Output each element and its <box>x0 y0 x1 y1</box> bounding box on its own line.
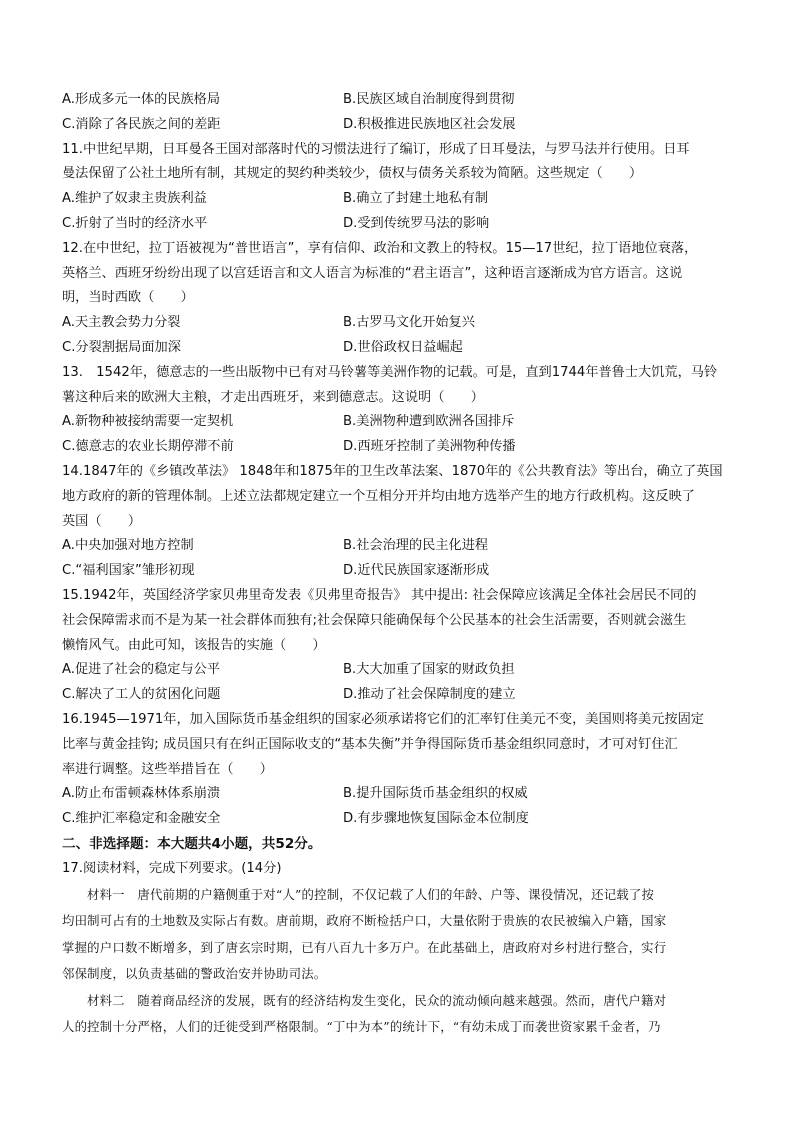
q13-stem-line-1: 13. 1542年，德意志的一些出版物中已有对马铃薯等美洲作物的记载。可是，直到1744年普鲁士大饥荒，马铃 <box>62 364 718 380</box>
q15-options-row-2 <box>62 683 742 708</box>
q10-options-row-1 <box>62 88 742 113</box>
q14-options-row-2 <box>62 559 742 584</box>
q15-options-row-1 <box>62 658 742 683</box>
q14-options-row-1 <box>62 534 742 559</box>
q11-option-a[interactable]: A.维护了奴隶主贵族利益 <box>62 191 207 207</box>
q12-stem-line-2: 英格兰、西班牙纷纷出现了以宫廷语言和文人语言为标准的“君主语言”，这种语言逐渐成为官方语言。这说 <box>62 265 683 281</box>
q10-option-d[interactable]: D.积极推进民族地区社会发展 <box>343 116 516 132</box>
q12-option-b[interactable]: B.古罗马文化开始复兴 <box>343 315 475 331</box>
q12-option-c[interactable]: C.分裂割据局面加深 <box>62 339 181 355</box>
q10-option-c[interactable]: C.消除了各民族之间的差距 <box>62 116 221 132</box>
q15-stem-line-3: 懒惰风气。由此可知，该报告的实施（ ） <box>62 637 326 653</box>
q11-stem-line-1: 11.中世纪早期，日耳曼各王国对部落时代的习惯法进行了编订，形成了日耳曼法，与罗马法并行使用。日耳 <box>62 141 690 157</box>
q12-stem-line-1: 12.在中世纪，拉丁语被视为“普世语言”，享有信仰、政治和文教上的特权。15—17世纪，拉丁语地位衰落， <box>62 240 698 256</box>
q14-stem-line-2: 地方政府的新的管理体制。上述立法都规定建立一个互相分开并均由地方选举产生的地方行政机构。这反映了 <box>62 488 695 504</box>
q12-option-a[interactable]: A.天主教会势力分裂 <box>62 315 181 331</box>
q16-stem-line-3: 率进行调整。这些举措旨在（ ） <box>62 761 273 777</box>
q15-stem-line-2: 社会保障需求而不是为某一社会群体而独有;社会保障只能确保每个公民基本的社会生活需要，否则就会滋生 <box>62 612 687 628</box>
exam-page <box>62 88 742 1041</box>
q12-options-row-1 <box>62 311 742 336</box>
section-two-heading: 二、非选择题：本大题共4小题，共52分。 <box>62 835 322 852</box>
q16-option-c[interactable]: C.维护汇率稳定和金融安全 <box>62 811 221 827</box>
q15-option-a[interactable]: A.促进了社会的稳定与公平 <box>62 662 221 678</box>
q15-option-d[interactable]: D.推动了社会保障制度的建立 <box>343 687 516 703</box>
q11-option-d[interactable]: D.受到传统罗马法的影响 <box>343 215 490 231</box>
q12-option-d[interactable]: D.世俗政权日益崛起 <box>343 339 463 355</box>
q17-material-two <box>62 988 742 1041</box>
q12-stem-line-3: 明，当时西欧（ ） <box>62 290 194 306</box>
material-two-line-1: 材料二 随着商品经济的发展，既有的经济结构发生变化，民众的流动倾向越来越强。然而，唐代户籍对 <box>87 992 667 1008</box>
q13-option-c[interactable]: C.德意志的农业长期停滞不前 <box>62 439 234 455</box>
q13-stem-line-2: 薯这种后来的欧洲大主粮，才走出西班牙，来到德意志。这说明（ ） <box>62 389 484 405</box>
material-one-line-3: 掌握的户口数不断增多，到了唐玄宗时期，已有八百九十多万户。在此基础上，唐政府对乡村进行整合，实行 <box>62 939 667 955</box>
material-one-line-4: 邻保制度，以负责基础的警政治安并协助司法。 <box>62 966 327 982</box>
q16-stem-line-2: 比率与黄金挂钩; 成员国只有在纠正国际收支的“基本失衡”并争得国际货币基金组织同意时，才可对钉住汇 <box>62 736 678 752</box>
q11-options-row-1 <box>62 187 742 212</box>
q16-option-b[interactable]: B.提升国际货币基金组织的权威 <box>343 786 528 802</box>
material-two-line-2: 人的控制十分严格，人们的迁徙受到严格限制。“丁中为本”的统计下，“有幼未成丁而袭世资家累千金者，乃 <box>62 1019 661 1035</box>
q15-option-c[interactable]: C.解决了工人的贫困化问题 <box>62 687 221 703</box>
q11-option-b[interactable]: B.确立了封建土地私有制 <box>343 191 489 207</box>
q17-material-one <box>62 882 742 988</box>
q13-options-row-1 <box>62 410 742 435</box>
q10-options-row-2 <box>62 113 742 138</box>
q15-option-b[interactable]: B.大大加重了国家的财政负担 <box>343 662 515 678</box>
q16-options-row-2 <box>62 807 742 832</box>
q13-options-row-2 <box>62 435 742 460</box>
material-one-line-2: 均田制可占有的土地数及实际占有数。唐前期，政府不断检括户口，大量依附于贵族的农民被编入户籍，国家 <box>62 913 667 929</box>
q13-option-d[interactable]: D.西班牙控制了美洲物种传播 <box>343 439 516 455</box>
q15-stem-line-1: 15.1942年，英国经济学家贝弗里奇发表《贝弗里奇报告》 其中提出: 社会保障应该满足全体社会居民不同的 <box>62 587 697 603</box>
q14-stem-line-1: 14.1847年的《乡镇改革法》 1848年和1875年的卫生改革法案、1870年的《公共教育法》等出台，确立了英国 <box>62 463 723 479</box>
q10-option-a[interactable]: A.形成多元一体的民族格局 <box>62 92 221 107</box>
q11-option-c[interactable]: C.折射了当时的经济水平 <box>62 215 208 231</box>
q12-options-row-2 <box>62 336 742 361</box>
q11-options-row-2 <box>62 212 742 237</box>
q13-option-b[interactable]: B.美洲物种遭到欧洲各国排斥 <box>343 414 515 430</box>
q10-option-b[interactable]: B.民族区域自治制度得到贯彻 <box>343 92 515 107</box>
q14-option-d[interactable]: D.近代民族国家逐渐形成 <box>343 563 490 579</box>
q13-option-a[interactable]: A.新物种被接纳需要一定契机 <box>62 414 234 430</box>
q16-option-a[interactable]: A.防止布雷顿森林体系崩溃 <box>62 786 221 802</box>
q14-option-b[interactable]: B.社会治理的民主化进程 <box>343 538 489 554</box>
q11-stem-line-2: 曼法保留了公社土地所有制，其规定的契约种类较少，债权与债务关系较为简陋。这些规定（ ） <box>62 166 643 182</box>
q16-option-d[interactable]: D.有步骤地恢复国际金本位制度 <box>343 811 529 827</box>
q16-options-row-1 <box>62 782 742 807</box>
q16-stem-line-1: 16.1945—1971年，加入国际货币基金组织的国家必须承诺将它们的汇率钉住美元不变，美国则将美元按固定 <box>62 711 704 727</box>
q14-stem-line-3: 英国（ ） <box>62 513 142 529</box>
q17-stem: 17.阅读材料，完成下列要求。(14分) <box>62 860 282 876</box>
q14-option-c[interactable]: C.“福利国家”雏形初现 <box>62 563 195 579</box>
q14-option-a[interactable]: A.中央加强对地方控制 <box>62 538 194 554</box>
material-one-line-1: 材料一 唐代前期的户籍侧重于对“人”的控制，不仅记载了人们的年龄、户等、课役情况，还记载了按 <box>87 886 655 902</box>
